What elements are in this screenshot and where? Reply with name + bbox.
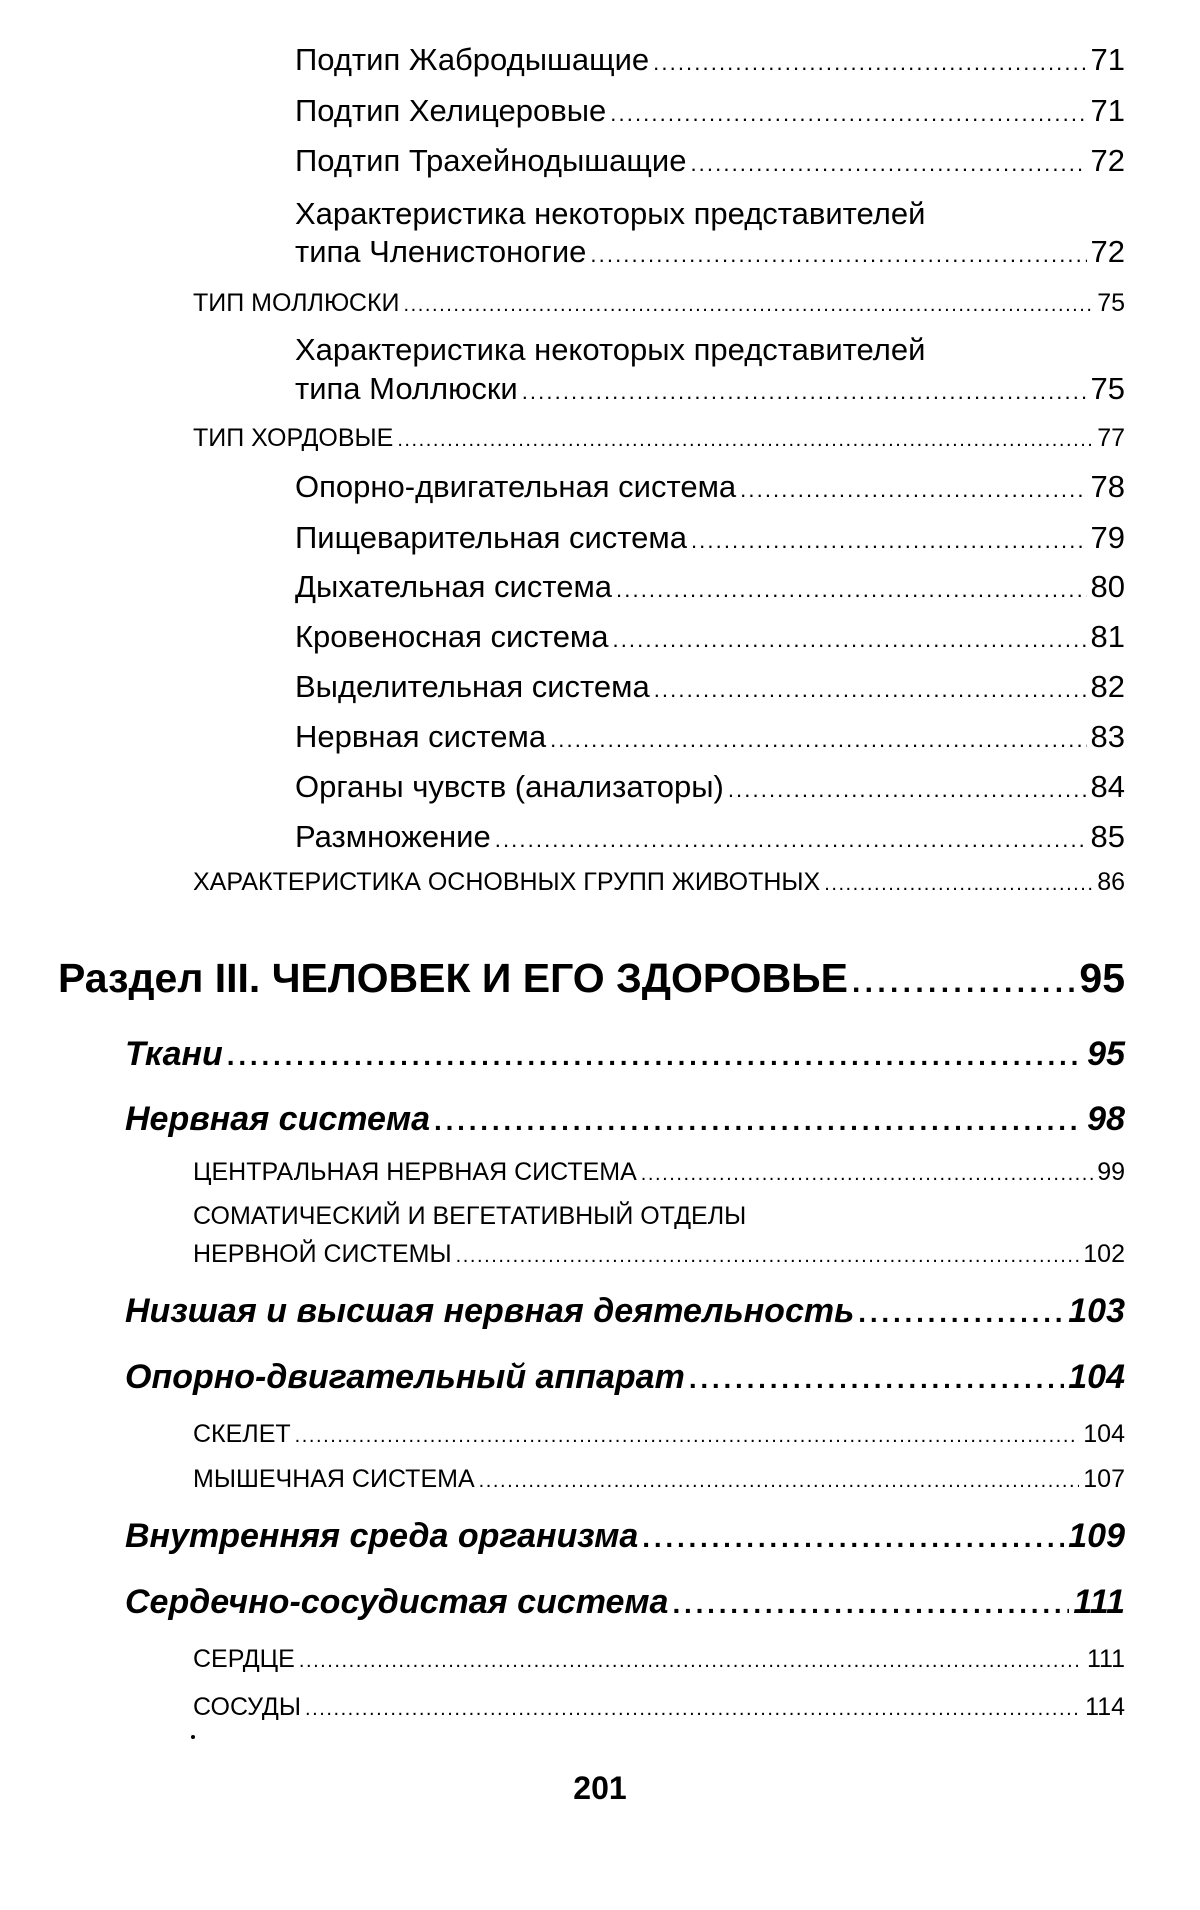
toc-entry-label: Опорно-двигательный аппарат — [125, 1358, 685, 1396]
toc-entry-label: Дыхательная система — [295, 569, 613, 604]
toc-entry[interactable] — [295, 719, 1125, 755]
leader-dots — [590, 242, 1086, 268]
toc-entry-label: Ткани — [125, 1035, 223, 1073]
toc-entry-label: Подтип Трахейнодышащие — [295, 143, 687, 178]
toc-entry[interactable] — [295, 819, 1125, 855]
leader-dots — [858, 1297, 1064, 1329]
leader-dots — [824, 873, 1093, 896]
toc-entry[interactable] — [295, 93, 1125, 129]
toc-entry-label: СЕРДЦЕ — [193, 1645, 295, 1673]
toc-entry[interactable] — [295, 669, 1125, 705]
toc-chapter[interactable] — [125, 1358, 1125, 1397]
toc-entry-label-line1: Характеристика некоторых представителей — [295, 332, 926, 367]
toc-entry-page: 99 — [1097, 1158, 1125, 1186]
toc-entry-page: 95 — [1079, 955, 1125, 1001]
toc-chapter[interactable] — [125, 1583, 1125, 1622]
leader-dots — [654, 677, 1087, 703]
toc-entry-label: НЕРВНОЙ СИСТЕМЫ — [193, 1240, 452, 1268]
toc-entry-label: ТИП МОЛЛЮСКИ — [193, 289, 400, 317]
toc-entry-label: Кровеносная система — [295, 619, 609, 654]
toc-entry-label: Размножение — [295, 819, 491, 854]
toc-entry[interactable] — [295, 769, 1125, 805]
toc-entry-label: Подтип Хелицеровые — [295, 93, 607, 128]
leader-dots — [740, 477, 1086, 503]
toc-entry-label: МЫШЕЧНАЯ СИСТЕМА — [193, 1465, 475, 1493]
leader-dots — [612, 627, 1086, 653]
toc-entry-page: 72 — [1090, 143, 1125, 178]
toc-entry-page: 104 — [1068, 1358, 1125, 1396]
toc-entry-page: 86 — [1097, 868, 1125, 896]
toc-entry-page: 79 — [1090, 520, 1125, 555]
leader-dots — [295, 1425, 1080, 1448]
leader-dots — [404, 294, 1094, 317]
leader-dots — [397, 429, 1093, 452]
toc-entry[interactable] — [193, 1693, 1125, 1722]
toc-entry[interactable] — [193, 1240, 1125, 1269]
leader-dots — [479, 1470, 1080, 1493]
leader-dots — [689, 1363, 1064, 1395]
toc-entry-label: ТИП ХОРДОВЫЕ — [193, 424, 394, 452]
toc-entry-page: 75 — [1090, 371, 1125, 406]
toc-entry-label: Нервная система — [125, 1100, 431, 1138]
leader-dots — [522, 379, 1087, 405]
toc-entry-page: 83 — [1090, 719, 1125, 754]
leader-dots — [550, 727, 1086, 753]
toc-entry[interactable] — [295, 42, 1125, 78]
leader-dots — [852, 966, 1075, 1000]
toc-entry-label: СКЕЛЕТ — [193, 1420, 291, 1448]
leader-dots — [305, 1698, 1081, 1721]
toc-entry-page: 111 — [1073, 1583, 1125, 1621]
page-number: 201 — [573, 1770, 627, 1806]
toc-entry[interactable] — [193, 424, 1125, 453]
toc-entry-page: 111 — [1086, 1645, 1125, 1673]
toc-entry-label: СОСУДЫ — [193, 1693, 301, 1721]
toc-entry-label: Пищеварительная система — [295, 520, 687, 555]
toc-entry-page: 102 — [1083, 1240, 1125, 1268]
toc-chapter[interactable] — [125, 1035, 1125, 1074]
toc-entry-label: Низшая и высшая нервная деятельность — [125, 1292, 855, 1330]
toc-entry-page: 84 — [1090, 769, 1125, 804]
toc-entry[interactable] — [193, 1465, 1125, 1494]
toc-entry-page: 109 — [1068, 1517, 1125, 1555]
toc-entry-label-line1: Характеристика некоторых представителей — [295, 196, 926, 231]
toc-entry-label: Подтип Жабродышащие — [295, 42, 650, 77]
toc-entry-page: 71 — [1090, 93, 1125, 128]
toc-entry-page: 78 — [1090, 469, 1125, 504]
toc-entry-label: Нервная система — [295, 719, 547, 754]
toc-entry-label: ХАРАКТЕРИСТИКА ОСНОВНЫХ ГРУПП ЖИВОТНЫХ — [193, 868, 821, 896]
toc-entry-page: 98 — [1087, 1100, 1125, 1138]
leader-dots — [495, 827, 1087, 853]
leader-dots — [728, 777, 1087, 803]
leader-dots — [653, 50, 1086, 76]
leader-dots — [690, 151, 1086, 177]
toc-entry-page: 72 — [1090, 234, 1125, 269]
leader-dots — [691, 528, 1087, 554]
toc-entry-page: 80 — [1090, 569, 1125, 604]
toc-entry-label: типа Членистоногие — [295, 234, 587, 269]
toc-entry-page: 75 — [1097, 289, 1125, 317]
leader-dots — [434, 1105, 1083, 1137]
leader-dots — [641, 1163, 1093, 1186]
leader-dots — [456, 1245, 1080, 1268]
toc-entry[interactable] — [295, 469, 1125, 505]
leader-dots — [299, 1650, 1083, 1673]
toc-entry-page: 81 — [1090, 619, 1125, 654]
toc-entry-page: 104 — [1083, 1420, 1125, 1448]
toc-entry-label: Раздел III. ЧЕЛОВЕК И ЕГО ЗДОРОВЬЕ — [58, 955, 848, 1001]
toc-entry[interactable] — [295, 371, 1125, 407]
toc-section-heading[interactable] — [58, 955, 1125, 1002]
toc-entry-label: Внутренняя среда организма — [125, 1517, 639, 1555]
toc-entry[interactable] — [295, 234, 1125, 270]
toc-entry-page: 107 — [1083, 1465, 1125, 1493]
toc-chapter[interactable] — [125, 1517, 1125, 1556]
toc-entry[interactable] — [295, 143, 1125, 179]
leader-dots — [227, 1040, 1083, 1072]
leader-dots — [610, 101, 1086, 127]
toc-entry-page: 85 — [1090, 819, 1125, 854]
toc-entry-page: 114 — [1085, 1693, 1125, 1721]
leader-dots — [642, 1522, 1064, 1554]
toc-entry-page: 77 — [1097, 424, 1125, 452]
toc-entry-label-line1: СОМАТИЧЕСКИЙ И ВЕГЕТАТИВНЫЙ ОТДЕЛЫ — [193, 1202, 747, 1230]
toc-entry-page: 103 — [1068, 1292, 1125, 1330]
toc-entry[interactable] — [193, 868, 1125, 897]
toc-entry-label: Опорно-двигательная система — [295, 469, 737, 504]
toc-entry[interactable] — [193, 1158, 1125, 1187]
toc-entry-page: 71 — [1090, 42, 1125, 77]
toc-entry-page: 82 — [1090, 669, 1125, 704]
toc-entry-label: Органы чувств (анализаторы) — [295, 769, 724, 804]
toc-entry-label: ЦЕНТРАЛЬНАЯ НЕРВНАЯ СИСТЕМА — [193, 1158, 637, 1186]
toc-entry[interactable] — [193, 1645, 1125, 1674]
toc-entry-label: типа Моллюски — [295, 371, 518, 406]
toc-entry[interactable] — [295, 569, 1125, 605]
toc-entry[interactable] — [295, 619, 1125, 655]
toc-entry-label: Сердечно-сосудистая система — [125, 1583, 669, 1621]
toc-entry[interactable] — [295, 520, 1125, 556]
toc-chapter[interactable] — [125, 1100, 1125, 1139]
toc-entry-label: Выделительная система — [295, 669, 650, 704]
toc-entry[interactable] — [193, 1420, 1125, 1449]
toc-entry-page: 95 — [1087, 1035, 1125, 1073]
leader-dots — [672, 1588, 1069, 1620]
toc-entry[interactable] — [193, 289, 1125, 318]
stray-mark — [191, 1735, 195, 1739]
leader-dots — [616, 577, 1087, 603]
toc-chapter[interactable] — [125, 1292, 1125, 1331]
